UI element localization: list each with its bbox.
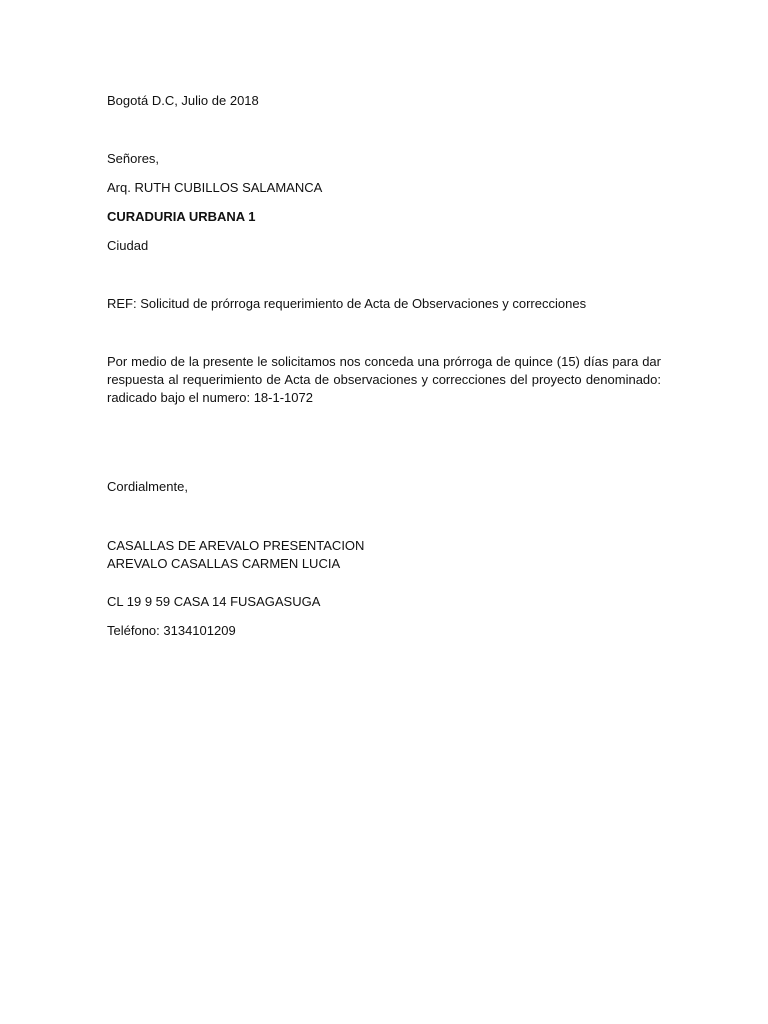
body-line: Por medio de la presente le solicitamos nos conceda una prórroga de quince (15) días para dar — [107, 354, 661, 369]
place-date: Bogotá D.C, Julio de 2018 — [107, 93, 259, 108]
signer-name-1: CASALLAS DE AREVALO PRESENTACION — [107, 538, 365, 553]
body-paragraph — [107, 353, 661, 407]
reference-line: REF: Solicitud de prórroga requerimiento de Acta de Observaciones y correcciones — [107, 296, 587, 311]
recipient-name: Arq. RUTH CUBILLOS SALAMANCA — [107, 180, 323, 195]
recipient-city: Ciudad — [107, 238, 149, 253]
body-line: respuesta al requerimiento de Acta de observaciones y correcciones del proyecto denominado: — [107, 372, 661, 387]
signer-address: CL 19 9 59 CASA 14 FUSAGASUGA — [107, 594, 321, 609]
signer-phone: Teléfono: 3134101209 — [107, 623, 236, 638]
body-line: radicado bajo el numero: 18-1-1072 — [107, 390, 313, 405]
salutation: Señores, — [107, 151, 160, 166]
recipient-organization: CURADURIA URBANA 1 — [107, 209, 256, 224]
signer-name-2: AREVALO CASALLAS CARMEN LUCIA — [107, 556, 341, 571]
closing: Cordialmente, — [107, 479, 188, 494]
